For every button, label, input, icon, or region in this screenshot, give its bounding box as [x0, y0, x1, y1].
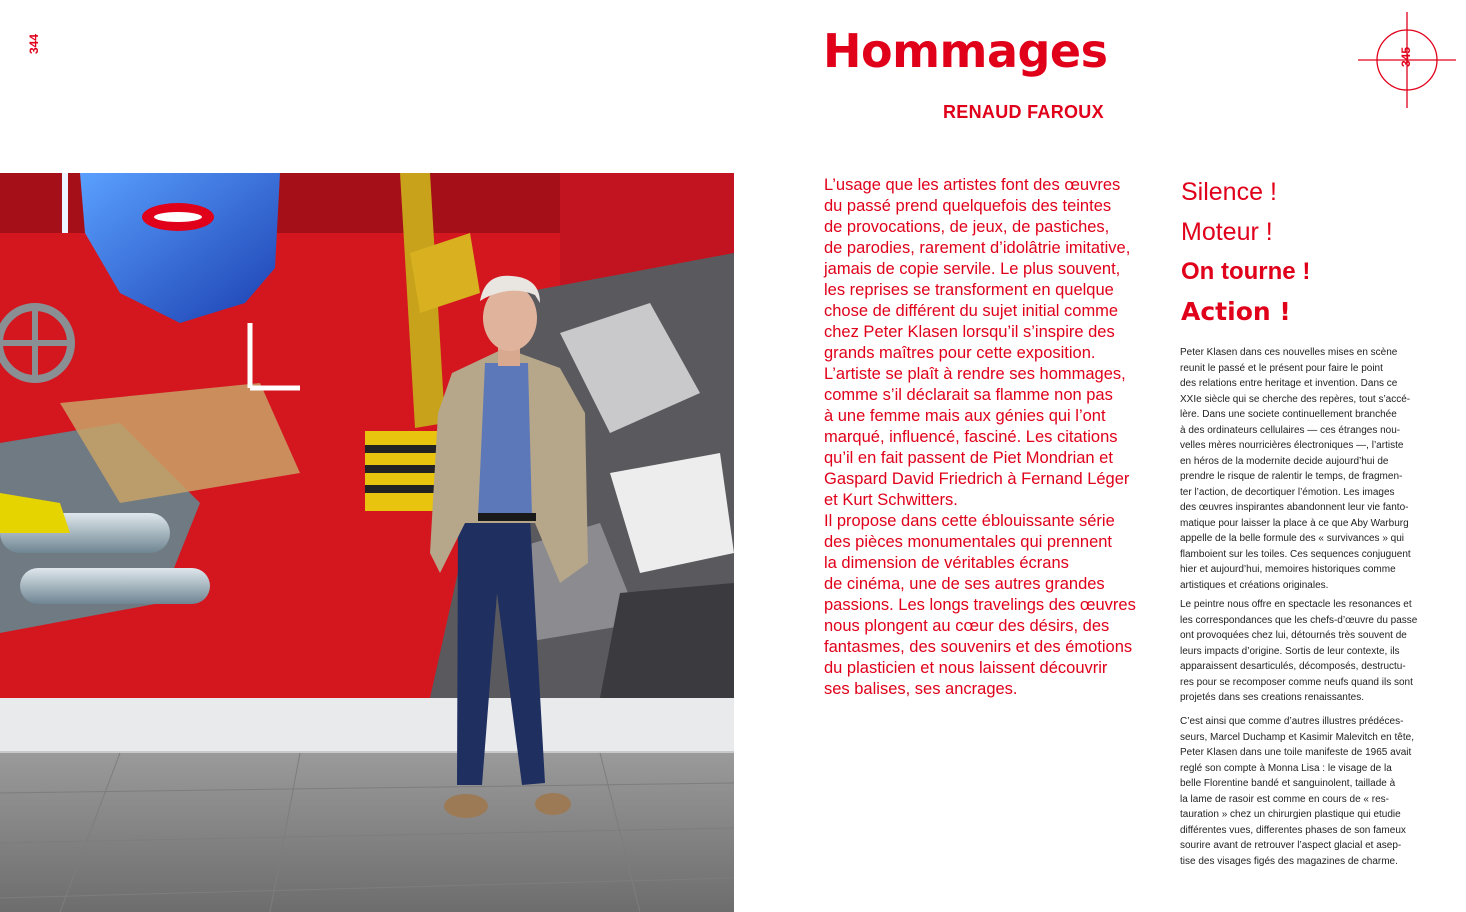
body-line: lère. Dans une societe continuellement branchée	[1180, 409, 1397, 420]
body-line: Peter Klasen dans une toile manifeste de 1965 avait	[1180, 747, 1412, 758]
intro-line: marqué, influencé, fasciné. Les citations	[824, 428, 1118, 446]
body-line: appelle de la belle formule des « survivances » qui	[1180, 533, 1405, 544]
body-line: velles mères nourricières électroniques —, l’artiste	[1180, 440, 1404, 451]
exclamation-silence: Silence !	[1181, 178, 1277, 206]
body-line: leurs impacts d’origine. Sortis de leur contexte, ils	[1180, 645, 1400, 657]
intro-line: du plasticien et nous laissent découvrir	[824, 659, 1108, 677]
body-line: à des ordinateurs cellulaires — ces étranges nou-	[1180, 424, 1401, 436]
body-line: hier et aujourd’hui, memoires historiques comme	[1180, 564, 1396, 575]
intro-line: la dimension de véritables écrans	[824, 554, 1069, 572]
exclamation-block	[1181, 172, 1310, 332]
intro-line: à une femme mais aux génies qui l’ont	[824, 407, 1106, 425]
intro-line: qu’il en fait passent de Piet Mondrian et	[824, 449, 1113, 467]
body-paragraph-1	[1180, 345, 1411, 593]
body-line: Peter Klasen dans ces nouvelles mises en scène	[1180, 347, 1398, 358]
body-line: en héros de la modernite decide aujourd’hui de	[1180, 455, 1389, 467]
intro-line: du passé prend quelquefois des teintes	[824, 197, 1112, 215]
intro-line: ses balises, ses ancrages.	[824, 680, 1018, 698]
body-line: la lame de rasoir est comme en cours de « res-	[1180, 793, 1389, 805]
body-line: Le peintre nous offre en spectacle les resonances et	[1180, 599, 1412, 610]
body-paragraph-2	[1180, 597, 1418, 706]
intro-line: Gaspard David Friedrich à Fernand Léger	[824, 470, 1130, 488]
article-title: Hommages	[823, 24, 1108, 78]
body-line: matique pour laisser la place à ce que Aby Warburg	[1180, 517, 1409, 529]
body-line: sourire avant de retrouver l’aspect glacial et asep-	[1180, 840, 1402, 851]
intro-line: Il propose dans cette éblouissante série	[824, 512, 1115, 530]
body-paragraph-3	[1180, 714, 1414, 869]
intro-line: comme s’il déclarait sa flamme non pas	[824, 386, 1113, 404]
body-line: seurs, Marcel Duchamp et Kasimir Malevitch en tête,	[1180, 731, 1414, 743]
body-line: belle Florentine bandé et sanguinolent, taillade à	[1180, 778, 1396, 789]
intro-line: grands maîtres pour cette exposition.	[824, 344, 1096, 362]
intro-line: L’usage que les artistes font des œuvres	[824, 176, 1121, 194]
artist-photo-illustration	[0, 173, 734, 912]
intro-line: et Kurt Schwitters.	[824, 491, 958, 509]
exclamation-action: Action !	[1181, 297, 1291, 326]
intro-text	[824, 175, 1154, 700]
intro-line: de cinéma, une de ses autres grandes	[824, 575, 1105, 593]
body-line: apparaissent desarticulés, décomposés, destructu-	[1180, 661, 1406, 672]
body-line: des œuvres inspirantes abandonnent leur vie fanto-	[1180, 502, 1409, 513]
intro-line: chez Peter Klasen lorsqu’il s’inspire des	[824, 323, 1115, 341]
body-line: reglé son compte à Monna Lisa : le visage de la	[1180, 762, 1392, 774]
intro-line: de parodies, rarement d’idolâtrie imitative,	[824, 239, 1131, 257]
article-author: RENAUD FAROUX	[943, 102, 1104, 122]
intro-line: passions. Les longs travelings des œuvres	[824, 596, 1136, 614]
body-line: tise des visages figés des magazines de charme.	[1180, 855, 1398, 867]
intro-line: des pièces monumentales qui prennent	[824, 533, 1113, 551]
body-line: projetés dans ses creations renaissantes.	[1180, 692, 1364, 703]
intro-line: jamais de copie servile. Le plus souvent,	[824, 260, 1121, 278]
body-line: différentes vues, differentes phases de son fameux	[1180, 824, 1406, 836]
body-line: reunit le passé et le présent pour faire le point	[1180, 362, 1383, 374]
page-number-right: 345	[1399, 46, 1413, 67]
intro-line: nous plongent au cœur des désirs, des	[824, 617, 1110, 635]
exclamation-moteur: Moteur !	[1181, 218, 1273, 246]
intro-line: fantasmes, des souvenirs et des émotions	[824, 638, 1133, 656]
page-number-left: 344	[27, 33, 41, 54]
body-line: res pour se recomposer comme neufs quand ils sont	[1180, 676, 1413, 688]
body-line: les correspondances que les chefs-d’œuvre du passe	[1180, 614, 1418, 626]
body-line: artistiques et créations originales.	[1180, 579, 1329, 591]
exclamation-on-tourne: On tourne !	[1181, 258, 1311, 285]
intro-line: les reprises se transforment en quelque	[824, 281, 1114, 299]
intro-line: chose de différent du sujet initial comme	[824, 302, 1119, 320]
body-line: tauration » chez un chirurgien plastique qui etudie	[1180, 809, 1401, 820]
body-line: ont provoquées chez lui, détournés très souvent de	[1180, 630, 1407, 641]
body-line: flamboient sur les toiles. Ces sequences conjuguent	[1180, 548, 1411, 560]
artist-photo	[0, 173, 734, 912]
intro-line: de provocations, de jeux, de pastiches,	[824, 218, 1110, 236]
intro-line: L’artiste se plaît à rendre ses hommages,	[824, 365, 1126, 383]
body-line: des relations entre heritage et invention. Dans ce	[1180, 378, 1398, 389]
body-line: C’est ainsi que comme d’autres illustres prédéces-	[1180, 716, 1404, 727]
body-line: ter l’action, de decortiquer l’émotion. Les images	[1180, 486, 1395, 498]
body-line: prendre le risque de ralentir le temps, de fragmen-	[1180, 471, 1403, 482]
body-line: XXIe siècle qui se cherche des repères, tout s’accé-	[1180, 393, 1411, 405]
